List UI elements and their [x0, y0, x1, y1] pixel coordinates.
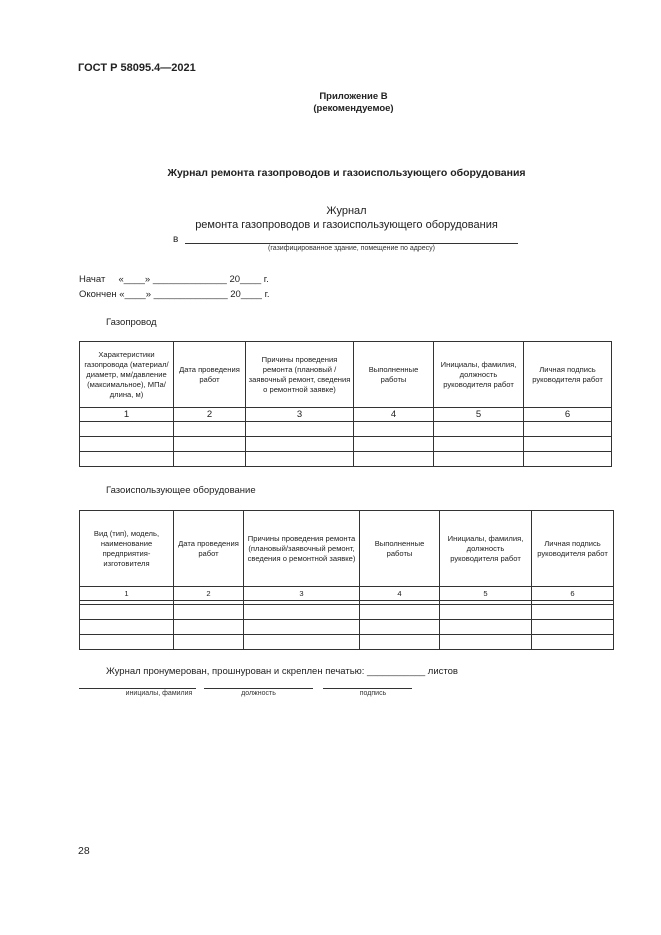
- table-cell: [244, 620, 360, 635]
- column-number: 1: [80, 587, 174, 601]
- column-number: 2: [174, 408, 246, 422]
- signature-line-position: [204, 688, 313, 689]
- header-cell: Выполненные работы: [354, 342, 434, 408]
- header-cell: Причины проведения ремонта (плановый/заявочный ремонт, сведения о ремонтной заявке): [244, 511, 360, 587]
- header-cell: Инициалы, фамилия, должность руководителя работ: [440, 511, 532, 587]
- table-cell: [174, 422, 246, 437]
- address-caption: (газифицированное здание, помещение по адресу): [268, 245, 435, 252]
- table-cell: [80, 452, 174, 467]
- header-cell: Характеристики газопровода (материал/диаметр, мм/давление (максимальное), МПа/длина, м): [80, 342, 174, 408]
- signature-caption-position: должность: [241, 690, 276, 697]
- table-cell: [354, 437, 434, 452]
- table-cell: [246, 437, 354, 452]
- table-cell: [434, 452, 524, 467]
- table-row: [80, 605, 614, 620]
- address-line: [185, 243, 518, 244]
- journal-in-prefix: в: [173, 234, 179, 245]
- table-cell: [532, 635, 614, 650]
- table-cell: [360, 605, 440, 620]
- column-number-row: [80, 408, 612, 422]
- table-cell: [524, 437, 612, 452]
- header-cell: Дата проведения работ: [174, 342, 246, 408]
- table-cell: [434, 422, 524, 437]
- signature-line-name: [79, 688, 196, 689]
- table-cell: [360, 635, 440, 650]
- section-title: Журнал ремонта газопроводов и газоиспользующего оборудования: [167, 167, 526, 179]
- column-number: 5: [434, 408, 524, 422]
- appendix-title: Приложение В: [319, 91, 388, 102]
- ended-date-line: Окончен «____» ______________ 20____ г.: [79, 289, 270, 300]
- table2-label: Газоиспользующее оборудование: [106, 485, 256, 496]
- table-cell: [440, 605, 532, 620]
- header-cell: Личная подпись руководителя работ: [532, 511, 614, 587]
- table-cell: [244, 605, 360, 620]
- table-header-row: [80, 511, 614, 587]
- signature-caption-name: инициалы, фамилия: [125, 690, 193, 697]
- column-number: 5: [440, 587, 532, 601]
- header-cell: Причины проведения ремонта (плановый /заявочный ремонт, сведения о ремонтной заявке): [246, 342, 354, 408]
- table-row: [80, 620, 614, 635]
- table-cell: [80, 635, 174, 650]
- table-cell: [440, 620, 532, 635]
- table-header-row: [80, 342, 612, 408]
- table-row: [80, 437, 612, 452]
- standard-code: ГОСТ Р 58095.4—2021: [78, 62, 196, 74]
- signature-line-signature: [323, 688, 412, 689]
- table-cell: [80, 620, 174, 635]
- table-row: [80, 452, 612, 467]
- table-cell: [174, 620, 244, 635]
- table-cell: [174, 635, 244, 650]
- column-number-row: [80, 587, 614, 601]
- signature-caption-signature: подпись: [359, 690, 387, 697]
- table-cell: [174, 452, 246, 467]
- started-date-line: Начат «____» ______________ 20____ г.: [79, 274, 269, 285]
- table-cell: [80, 605, 174, 620]
- journal-subtitle: ремонта газопроводов и газоиспользующего оборудования: [195, 219, 498, 231]
- table-row: [80, 422, 612, 437]
- table-row: [80, 635, 614, 650]
- table-cell: [440, 635, 532, 650]
- table-cell: [174, 605, 244, 620]
- column-number: 3: [244, 587, 360, 601]
- table-cell: [244, 635, 360, 650]
- table1-label: Газопровод: [106, 317, 157, 328]
- column-number: 1: [80, 408, 174, 422]
- closing-statement: Журнал пронумерован, прошнурован и скреплен печатью: ___________ листов: [106, 666, 458, 677]
- gas-pipeline-table: [79, 341, 612, 467]
- header-cell: Выполненные работы: [360, 511, 440, 587]
- column-number: 3: [246, 408, 354, 422]
- table-cell: [360, 620, 440, 635]
- table-cell: [524, 452, 612, 467]
- header-cell: Личная подпись руководителя работ: [524, 342, 612, 408]
- gas-equipment-table: [79, 510, 614, 650]
- appendix-heading: [0, 91, 661, 115]
- header-cell: Вид (тип), модель, наименование предприятия-изготовителя: [80, 511, 174, 587]
- appendix-note: (рекомендуемое): [313, 103, 394, 114]
- table-cell: [80, 437, 174, 452]
- column-number: 4: [360, 587, 440, 601]
- table-cell: [354, 452, 434, 467]
- table-cell: [174, 437, 246, 452]
- header-cell: Инициалы, фамилия, должность руководителя работ: [434, 342, 524, 408]
- table-cell: [246, 422, 354, 437]
- header-cell: Дата проведения работ: [174, 511, 244, 587]
- table-cell: [524, 422, 612, 437]
- table-cell: [246, 452, 354, 467]
- column-number: 6: [532, 587, 614, 601]
- table-cell: [354, 422, 434, 437]
- table-cell: [434, 437, 524, 452]
- table-cell: [80, 422, 174, 437]
- table-cell: [532, 605, 614, 620]
- column-number: 6: [524, 408, 612, 422]
- column-number: 2: [174, 587, 244, 601]
- column-number: 4: [354, 408, 434, 422]
- journal-title: Журнал: [326, 205, 367, 217]
- table-cell: [532, 620, 614, 635]
- page-number: 28: [78, 845, 90, 857]
